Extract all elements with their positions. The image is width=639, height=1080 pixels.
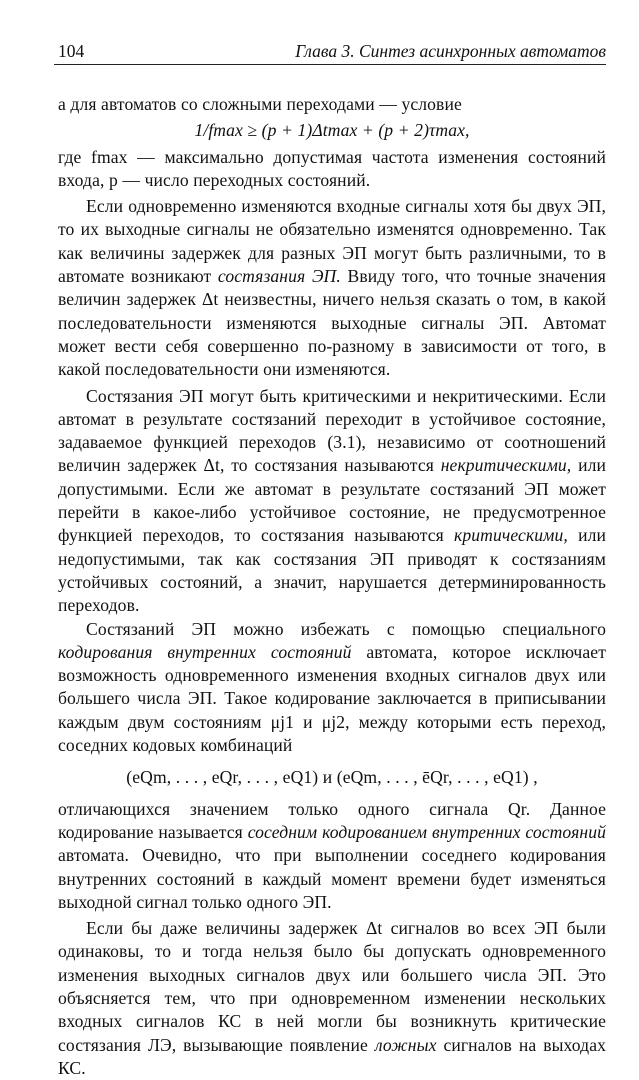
term-critical: критическими, (454, 525, 568, 546)
text-run: Состязания ЭП могут быть критическими и некритическими. Если автомат в результате состязаний переходит в устойчивое состояние, задаваемое функцией переходов (3.1), независимо от соотношений величин задержек Δt, то состязания называются (58, 385, 606, 476)
paragraph-critical-races (58, 385, 606, 618)
text-run: Если одновременно изменяются входные сигналы хотя бы двух ЭП, то их выходные сигналы не обязательно изменятся одновременно. Так как величины задержек для разных ЭП могут быть различными, то в автомате возникают (58, 196, 606, 287)
page-number: 104 (58, 41, 85, 61)
term-state-encoding: кодирования внутренних состояний (58, 641, 352, 662)
term-races: состязания ЭП. (217, 266, 341, 287)
formula-explanation: где fmax — максимально допустимая частота изменения состояний входа, p — число переходных состояний. (58, 146, 606, 190)
text-run: или недопустимыми, так как состязания ЭП приводят к состязаниям устойчивых состояний, а значит, нарушается детерминированность переходов. (58, 525, 606, 616)
text-run: Ввиду того, что точные значения величин задержек Δt неизвестны, ничего нельзя сказать о том, в какой последовательности изменяются выходные сигналы ЭП. Автомат может вести себя совершенно по-разному в зависимости от того, в какой последовательности они изменяются. (58, 266, 606, 380)
paragraph-equal-delays (58, 917, 606, 1080)
chapter-title: Глава 3. Синтез асинхронных автоматов (295, 41, 606, 61)
formula-max-frequency: 1/fmax ≥ (p + 1)Δtmax + (p + 2)τmax, (194, 120, 470, 141)
term-adjacent-encoding: соседним кодированием внутренних состояний (247, 821, 606, 842)
paragraph-state-encoding (58, 618, 606, 758)
text-run: отличающихся значением только одного сигнала Qr. Данное кодирование называется (58, 798, 606, 842)
paragraph-races (58, 195, 606, 381)
term-noncritical: некритическими, (440, 455, 572, 476)
text-run: Состязаний ЭП можно избежать с помощью специального (86, 618, 606, 639)
text-run: сигналов на выходах КС. (58, 1034, 606, 1078)
text-run: или допустимыми. Если же автомат в результате состязаний ЭП может перейти в какое-либо устойчивое состояние, не предусмотренное функцией переходов, то состязания называются (58, 455, 606, 546)
term-false: ложных (374, 1034, 437, 1055)
text-run: автомата, которое исключает возможность одновременного изменения входных сигналов двух или большего числа ЭП. Такое кодирование заключается в приписывании каждым двум состояниям μj1 и μj2, между которыми есть переход, соседних кодовых комбинаций (58, 641, 606, 756)
formula-code-combinations: (eQm, . . . , eQr, . . . , eQ1) и (eQm, . . . , ēQr, . . . , eQ1) , (126, 767, 538, 788)
running-header (54, 38, 606, 65)
page-body (58, 93, 606, 1080)
text-run: автомата. Очевидно, что при выполнении соседнего кодирования внутренних состояний в каждый момент времени будет изменяться выходной сигнал только одного ЭП. (58, 845, 606, 912)
intro-line: а для автоматов со сложными переходами — условие (58, 94, 462, 114)
paragraph-adjacent-encoding (58, 798, 606, 914)
text-run: Если бы даже величины задержек Δt сигналов во всех ЭП были одинаковы, то и тогда нельзя было бы допускать одновременного изменения выходных сигналов двух или большего числа ЭП. Это объясняется тем, что при одновременном изменении нескольких входных сигналов КС в ней могли бы возникнуть критические состязания ЛЭ, вызывающие появление (58, 918, 606, 1055)
